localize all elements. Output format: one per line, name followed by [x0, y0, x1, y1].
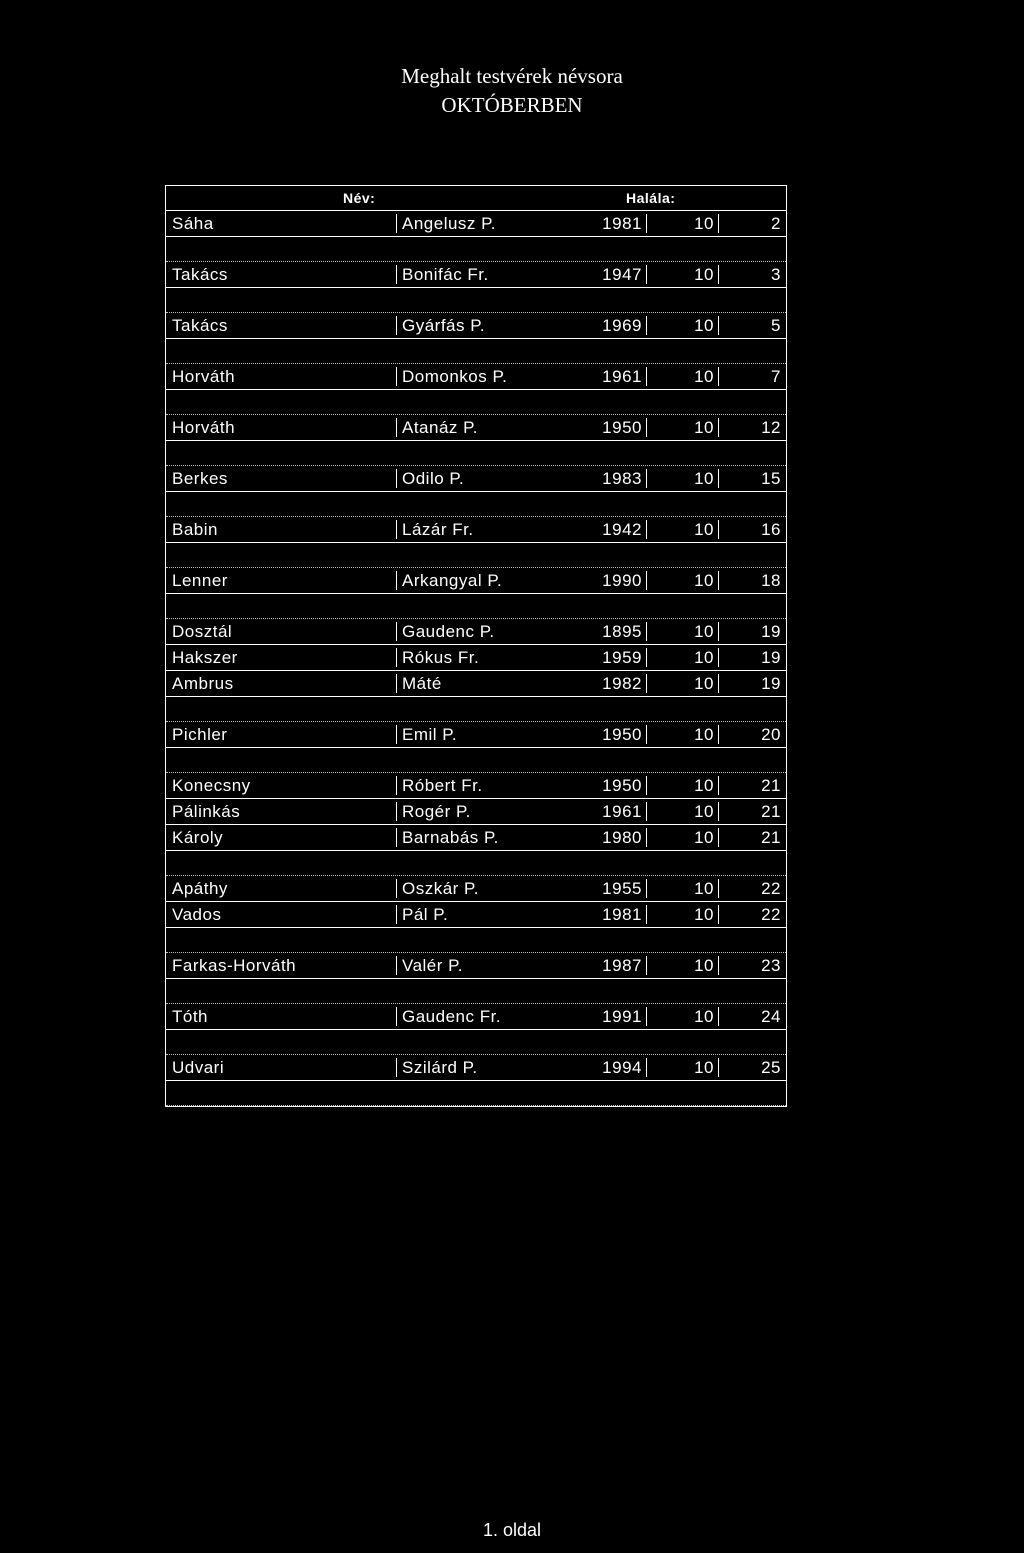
first-name-cell: Emil P. — [396, 725, 457, 744]
first-name-cell: Angelusz P. — [396, 214, 496, 233]
year-cell: 1982 — [569, 674, 647, 693]
month-cell: 10 — [646, 648, 719, 667]
header-death: Halála: — [626, 190, 676, 206]
last-name-cell: Udvari — [172, 1058, 225, 1077]
table-row — [166, 825, 786, 851]
last-name-cell: Pálinkás — [172, 802, 241, 821]
month-cell: 10 — [646, 828, 719, 847]
year-cell: 1991 — [569, 1007, 647, 1026]
first-name-cell: Gaudenc P. — [396, 622, 495, 641]
last-name-cell: Hakszer — [172, 648, 238, 667]
first-name-cell: Bonifác Fr. — [396, 265, 489, 284]
day-cell: 12 — [761, 418, 781, 437]
last-name-cell: Horváth — [172, 367, 236, 386]
year-cell: 1981 — [569, 214, 647, 233]
page-number: 1. oldal — [482, 1520, 542, 1540]
day-cell: 24 — [761, 1007, 781, 1026]
day-cell: 5 — [771, 316, 781, 335]
table-row — [166, 773, 786, 799]
row-spacer — [166, 288, 786, 313]
page-title — [0, 62, 1024, 120]
day-cell: 7 — [771, 367, 781, 386]
month-cell: 10 — [646, 1058, 719, 1077]
year-cell: 1969 — [569, 316, 647, 335]
row-spacer — [166, 748, 786, 773]
first-name-cell: Arkangyal P. — [396, 571, 502, 590]
table-row — [166, 415, 786, 441]
year-cell: 1950 — [569, 776, 647, 795]
day-cell: 19 — [761, 622, 781, 641]
first-name-cell: Máté — [396, 674, 442, 693]
last-name-cell: Sáha — [172, 214, 214, 233]
first-name-cell: Odilo P. — [396, 469, 464, 488]
year-cell: 1983 — [569, 469, 647, 488]
table-row — [166, 799, 786, 825]
first-name-cell: Gyárfás P. — [396, 316, 485, 335]
year-cell: 1980 — [569, 828, 647, 847]
table-body — [166, 211, 786, 1106]
table-row — [166, 722, 786, 748]
day-cell: 23 — [761, 956, 781, 975]
day-cell: 16 — [761, 520, 781, 539]
day-cell: 22 — [761, 905, 781, 924]
day-cell: 19 — [761, 674, 781, 693]
day-cell: 21 — [761, 828, 781, 847]
month-cell: 10 — [646, 367, 719, 386]
table-row — [166, 953, 786, 979]
first-name-cell: Rókus Fr. — [396, 648, 479, 667]
last-name-cell: Takács — [172, 316, 228, 335]
first-name-cell: Oszkár P. — [396, 879, 479, 898]
day-cell: 25 — [761, 1058, 781, 1077]
row-spacer — [166, 1081, 786, 1106]
last-name-cell: Farkas-Horváth — [172, 956, 297, 975]
table-row — [166, 876, 786, 902]
year-cell: 1961 — [569, 802, 647, 821]
day-cell: 18 — [761, 571, 781, 590]
month-cell: 10 — [646, 265, 719, 284]
table-row — [166, 902, 786, 928]
table-row — [166, 568, 786, 594]
month-cell: 10 — [646, 520, 719, 539]
table-header — [166, 186, 786, 211]
month-cell: 10 — [646, 802, 719, 821]
last-name-cell: Pichler — [172, 725, 228, 744]
day-cell: 21 — [761, 802, 781, 821]
last-name-cell: Lenner — [172, 571, 228, 590]
day-cell: 19 — [761, 648, 781, 667]
year-cell: 1959 — [569, 648, 647, 667]
year-cell: 1987 — [569, 956, 647, 975]
year-cell: 1961 — [569, 367, 647, 386]
title-line-1: Meghalt testvérek névsora — [401, 64, 623, 88]
year-cell: 1994 — [569, 1058, 647, 1077]
month-cell: 10 — [646, 905, 719, 924]
month-cell: 10 — [646, 879, 719, 898]
row-spacer — [166, 1030, 786, 1055]
last-name-cell: Vados — [172, 905, 222, 924]
table-row — [166, 619, 786, 645]
table-row — [166, 1004, 786, 1030]
first-name-cell: Atanáz P. — [396, 418, 478, 437]
month-cell: 10 — [646, 316, 719, 335]
first-name-cell: Gaudenc Fr. — [396, 1007, 501, 1026]
row-spacer — [166, 851, 786, 876]
row-spacer — [166, 543, 786, 568]
day-cell: 22 — [761, 879, 781, 898]
month-cell: 10 — [646, 674, 719, 693]
day-cell: 3 — [771, 265, 781, 284]
first-name-cell: Lázár Fr. — [396, 520, 474, 539]
year-cell: 1981 — [569, 905, 647, 924]
table-row — [166, 1055, 786, 1081]
year-cell: 1947 — [569, 265, 647, 284]
month-cell: 10 — [646, 418, 719, 437]
table-row — [166, 517, 786, 543]
first-name-cell: Valér P. — [396, 956, 463, 975]
row-spacer — [166, 594, 786, 619]
deceased-brothers-table — [165, 185, 787, 1107]
first-name-cell: Róbert Fr. — [396, 776, 483, 795]
row-spacer — [166, 979, 786, 1004]
month-cell: 10 — [646, 725, 719, 744]
table-row — [166, 364, 786, 390]
first-name-cell: Pál P. — [396, 905, 448, 924]
year-cell: 1990 — [569, 571, 647, 590]
last-name-cell: Tóth — [172, 1007, 209, 1026]
last-name-cell: Takács — [172, 265, 228, 284]
year-cell: 1942 — [569, 520, 647, 539]
table-row — [166, 466, 786, 492]
table-row — [166, 211, 786, 237]
first-name-cell: Barnabás P. — [396, 828, 499, 847]
last-name-cell: Károly — [172, 828, 224, 847]
last-name-cell: Apáthy — [172, 879, 228, 898]
last-name-cell: Babin — [172, 520, 218, 539]
row-spacer — [166, 492, 786, 517]
month-cell: 10 — [646, 214, 719, 233]
day-cell: 20 — [761, 725, 781, 744]
first-name-cell: Domonkos P. — [396, 367, 507, 386]
row-spacer — [166, 441, 786, 466]
day-cell: 15 — [761, 469, 781, 488]
row-spacer — [166, 339, 786, 364]
last-name-cell: Dosztál — [172, 622, 233, 641]
month-cell: 10 — [646, 956, 719, 975]
title-line-2: OKTÓBERBEN — [441, 93, 583, 117]
table-row — [166, 645, 786, 671]
year-cell: 1950 — [569, 418, 647, 437]
day-cell: 2 — [771, 214, 781, 233]
last-name-cell: Berkes — [172, 469, 228, 488]
year-cell: 1950 — [569, 725, 647, 744]
day-cell: 21 — [761, 776, 781, 795]
last-name-cell: Horváth — [172, 418, 236, 437]
month-cell: 10 — [646, 1007, 719, 1026]
table-row — [166, 671, 786, 697]
month-cell: 10 — [646, 571, 719, 590]
table-row — [166, 262, 786, 288]
row-spacer — [166, 697, 786, 722]
last-name-cell: Konecsny — [172, 776, 251, 795]
first-name-cell: Szilárd P. — [396, 1058, 478, 1077]
month-cell: 10 — [646, 469, 719, 488]
row-spacer — [166, 390, 786, 415]
year-cell: 1895 — [569, 622, 647, 641]
header-name: Név: — [343, 190, 376, 206]
year-cell: 1955 — [569, 879, 647, 898]
last-name-cell: Ambrus — [172, 674, 234, 693]
row-spacer — [166, 237, 786, 262]
month-cell: 10 — [646, 622, 719, 641]
row-spacer — [166, 928, 786, 953]
table-row — [166, 313, 786, 339]
month-cell: 10 — [646, 776, 719, 795]
first-name-cell: Rogér P. — [396, 802, 471, 821]
